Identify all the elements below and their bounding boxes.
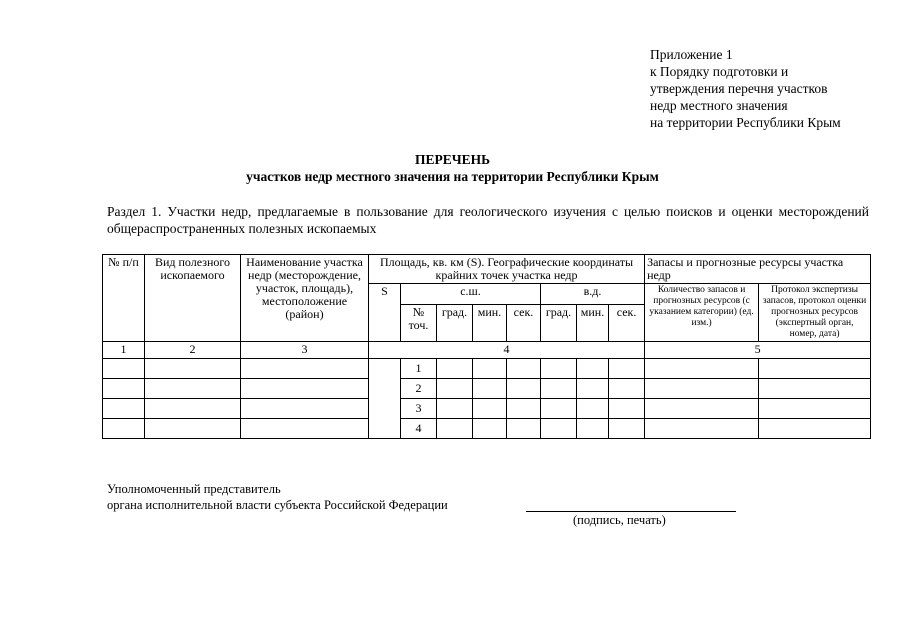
header-s: S <box>369 284 401 342</box>
appendix-block <box>650 46 841 131</box>
signer-block <box>107 481 448 513</box>
cell-empty <box>437 379 473 399</box>
cell-empty <box>507 399 541 419</box>
header-lon-min: мин. <box>577 304 609 341</box>
cell-empty <box>645 379 759 399</box>
cell-empty <box>645 399 759 419</box>
cell-empty <box>507 379 541 399</box>
column-number: 3 <box>241 342 369 359</box>
cell-empty <box>473 419 507 439</box>
table-row <box>103 379 871 399</box>
cell-empty <box>145 419 241 439</box>
title-line-2: участков недр местного значения на территории Республики Крым <box>246 169 659 184</box>
cell-point-number: 3 <box>401 399 437 419</box>
cell-empty <box>473 399 507 419</box>
appendix-line: на территории Республики Крым <box>650 115 841 130</box>
cell-empty <box>609 359 645 379</box>
cell-empty <box>103 419 145 439</box>
cell-empty <box>145 399 241 419</box>
cell-s-empty <box>369 379 401 399</box>
cell-s-empty <box>369 399 401 419</box>
header-plot-name: Наименование участка недр (месторождение, участок, площадь), местоположение (район) <box>241 255 369 342</box>
cell-empty <box>541 419 577 439</box>
signer-line-1: Уполномоченный представитель <box>107 482 281 496</box>
signature-line <box>526 511 736 512</box>
column-number: 2 <box>145 342 241 359</box>
header-lat-deg: град. <box>437 304 473 341</box>
cell-empty <box>241 399 369 419</box>
header-lon-sec: сек. <box>609 304 645 341</box>
cell-empty <box>577 399 609 419</box>
cell-empty <box>609 419 645 439</box>
cell-empty <box>241 379 369 399</box>
cell-empty <box>759 379 871 399</box>
header-protocol: Протокол экспертизы запасов, протокол оценки прогнозных ресурсов (экспертный орган, номер, дата) <box>759 284 871 342</box>
cell-s-empty <box>369 419 401 439</box>
cell-empty <box>103 379 145 399</box>
cell-empty <box>541 379 577 399</box>
header-longitude: в.д. <box>541 284 645 305</box>
header-latitude: с.ш. <box>401 284 541 305</box>
cell-empty <box>645 419 759 439</box>
cell-empty <box>437 419 473 439</box>
signature-caption: (подпись, печать) <box>573 513 666 527</box>
cell-empty <box>145 359 241 379</box>
cell-empty <box>759 399 871 419</box>
cell-empty <box>577 419 609 439</box>
signer-line-2: органа исполнительной власти субъекта Российской Федерации <box>107 498 448 512</box>
cell-empty <box>609 399 645 419</box>
header-num: № п/п <box>103 255 145 342</box>
header-reserves: Запасы и прогнозные ресурсы участка недр <box>645 255 871 284</box>
cell-empty <box>645 359 759 379</box>
cell-empty <box>437 399 473 419</box>
cell-point-number: 4 <box>401 419 437 439</box>
appendix-line: недр местного значения <box>650 98 788 113</box>
document-title <box>0 151 905 185</box>
appendix-line: к Порядку подготовки и <box>650 64 789 79</box>
header-lat-sec: сек. <box>507 304 541 341</box>
cell-empty <box>609 379 645 399</box>
table-row <box>103 399 871 419</box>
header-quantity: Количество запасов и прогнозных ресурсов (с указанием категории) (ед. изм.) <box>645 284 759 342</box>
cell-empty <box>241 359 369 379</box>
cell-s-empty <box>369 359 401 379</box>
cell-point-number: 1 <box>401 359 437 379</box>
column-number: 4 <box>369 342 645 359</box>
cell-point-number: 2 <box>401 379 437 399</box>
cell-empty <box>577 379 609 399</box>
cell-empty <box>145 379 241 399</box>
appendix-line: утверждения перечня участков <box>650 81 828 96</box>
table-row <box>103 419 871 439</box>
column-number: 1 <box>103 342 145 359</box>
column-numbers-row <box>103 342 871 359</box>
cell-empty <box>103 359 145 379</box>
cell-empty <box>507 419 541 439</box>
section-heading: Раздел 1. Участки недр, предлагаемые в пользование для геологического изучения с целью поисков и оценки месторождений общераспространенных полезных ископаемых <box>107 204 869 236</box>
column-number: 5 <box>645 342 871 359</box>
cell-empty <box>577 359 609 379</box>
table-row <box>103 359 871 379</box>
cell-empty <box>103 399 145 419</box>
cell-empty <box>759 359 871 379</box>
cell-empty <box>473 379 507 399</box>
header-mineral: Вид полезного ископаемого <box>145 255 241 342</box>
cell-empty <box>241 419 369 439</box>
cell-empty <box>507 359 541 379</box>
header-row-1 <box>103 255 871 284</box>
cell-empty <box>437 359 473 379</box>
header-area-coordinates: Площадь, кв. км (S). Географические координаты крайних точек участка недр <box>369 255 645 284</box>
cell-empty <box>473 359 507 379</box>
cell-empty <box>541 399 577 419</box>
title-line-1: ПЕРЕЧЕНЬ <box>414 152 491 167</box>
header-lat-min: мин. <box>473 304 507 341</box>
cell-empty <box>759 419 871 439</box>
header-lon-deg: град. <box>541 304 577 341</box>
header-point-no: № точ. <box>401 304 437 341</box>
subsoil-plots-table <box>102 254 871 439</box>
appendix-line: Приложение 1 <box>650 47 733 62</box>
cell-empty <box>541 359 577 379</box>
